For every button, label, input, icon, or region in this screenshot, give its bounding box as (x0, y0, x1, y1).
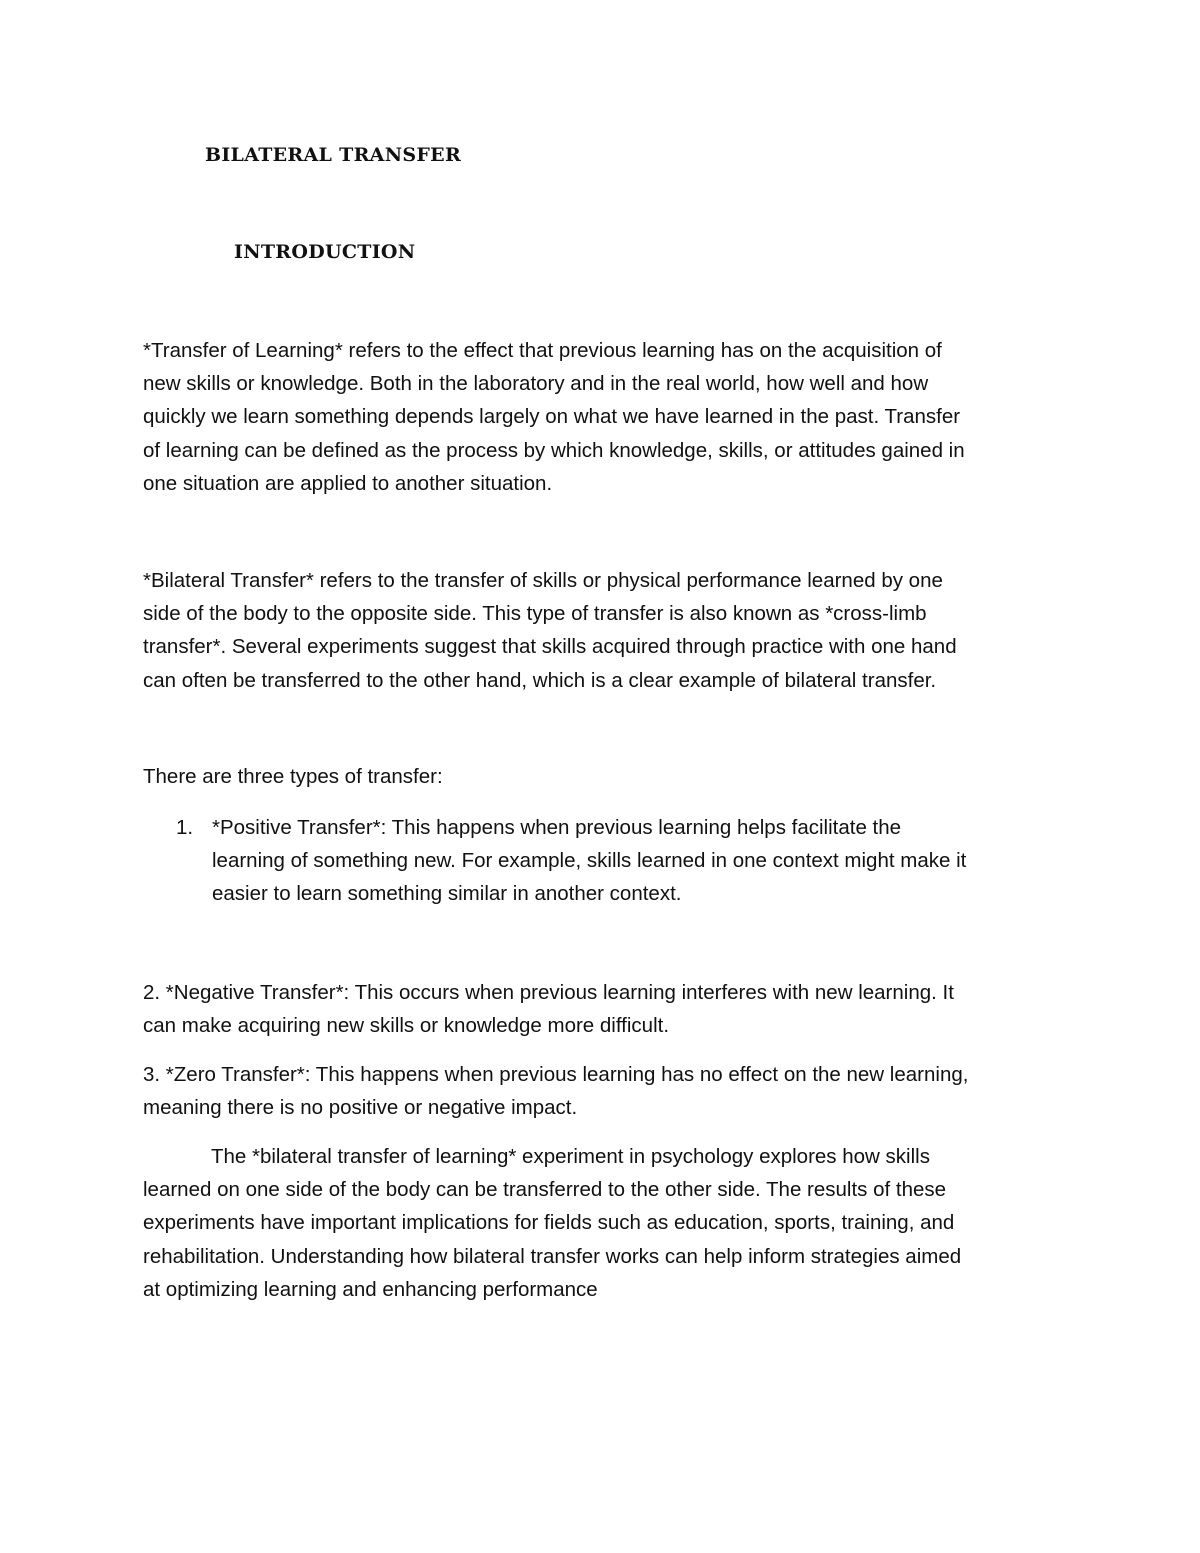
text-line: learning of something new. For example, skills learned in one context might make it (212, 849, 967, 873)
text-line: experiments have important implications for fields such as education, sports, training, and (143, 1211, 955, 1235)
text-line: *Transfer of Learning* refers to the effect that previous learning has on the acquisition of (143, 339, 942, 362)
list-item-negative-transfer (143, 976, 954, 1042)
list-item-zero-transfer (143, 1058, 968, 1124)
text-line: one situation are applied to another situation. (143, 471, 553, 495)
text-line: There are three types of transfer: (143, 765, 443, 788)
text-line: can make acquiring new skills or knowledge more difficult. (143, 1014, 670, 1038)
section-heading-introduction: INTRODUCTION (234, 241, 416, 263)
text-line: *Bilateral Transfer* refers to the transfer of skills or physical performance learned by one (143, 569, 943, 592)
text-line: easier to learn something similar in another context. (212, 882, 682, 906)
text-line: *Positive Transfer*: This happens when previous learning helps facilitate the (212, 816, 902, 839)
text-line: transfer*. Several experiments suggest that skills acquired through practice with one hand (143, 635, 957, 659)
text-line: new skills or knowledge. Both in the laboratory and in the real world, how well and how (143, 372, 929, 396)
list-number-1: 1. (176, 816, 194, 839)
text-line: can often be transferred to the other hand, which is a clear example of bilateral transfer. (143, 668, 937, 692)
text-line: The *bilateral transfer of learning* experiment in psychology explores how skills (143, 1145, 930, 1168)
text-line: of learning can be defined as the process by which knowledge, skills, or attitudes gained in (143, 438, 965, 462)
paragraph-experiment-summary (143, 1140, 961, 1306)
text-line: learned on one side of the body can be transferred to the other side. The results of these (143, 1178, 947, 1202)
text-line: 2. *Negative Transfer*: This occurs when previous learning interferes with new learning. It (143, 981, 954, 1004)
document-title: BILATERAL TRANSFER (205, 144, 462, 166)
list-item-positive-transfer (212, 811, 966, 911)
text-line: rehabilitation. Understanding how bilateral transfer works can help inform strategies aimed (143, 1244, 962, 1268)
paragraph-bilateral-transfer (143, 564, 957, 697)
paragraph-transfer-of-learning (143, 334, 965, 500)
text-line: side of the body to the opposite side. This type of transfer is also known as *cross-limb (143, 602, 927, 626)
types-intro (143, 760, 443, 793)
text-line: meaning there is no positive or negative impact. (143, 1096, 578, 1120)
text-line: quickly we learn something depends largely on what we have learned in the past. Transfer (143, 405, 961, 429)
text-line: 3. *Zero Transfer*: This happens when previous learning has no effect on the new learning, (143, 1063, 969, 1086)
text-line: at optimizing learning and enhancing performance (143, 1277, 598, 1301)
